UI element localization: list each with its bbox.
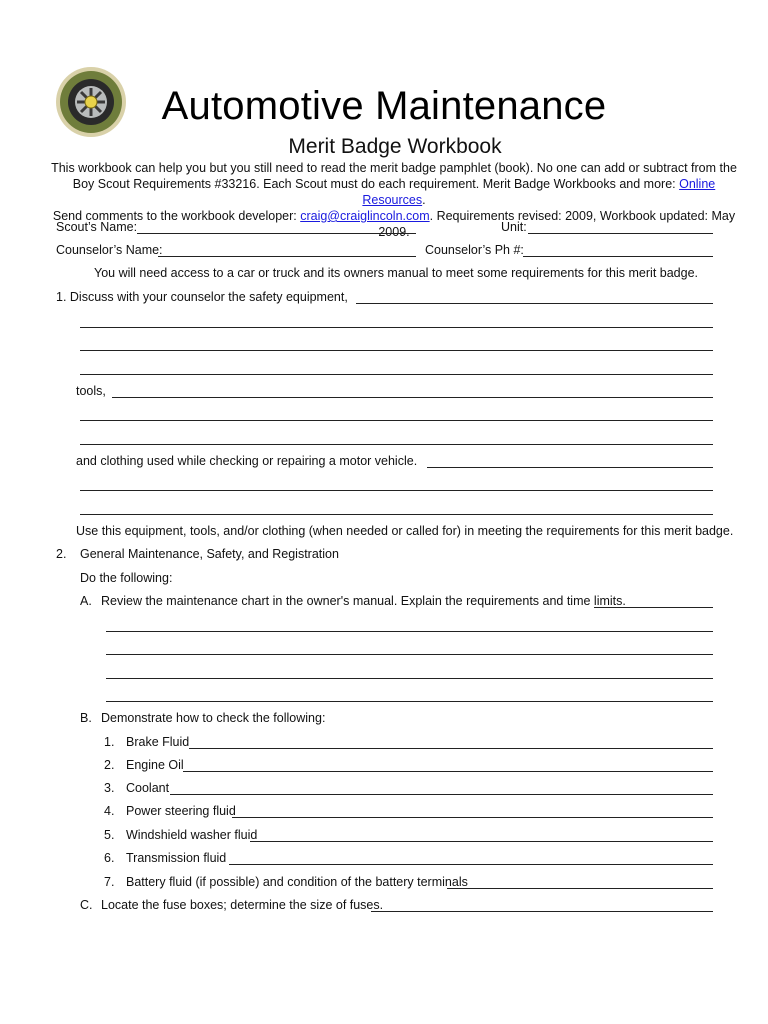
intro-text-1: This workbook can help you but you still need to read the merit badge pamphlet (book). No one can add or subtract from the Boy Scout Requirements #33216. Each Scout must do each requirement. Merit Badge Workbooks and more: [51, 161, 737, 191]
developer-email-link[interactable]: craig@craiglincoln.com [300, 209, 430, 223]
counselor-phone-field[interactable] [523, 256, 713, 257]
answer-line[interactable] [170, 794, 713, 795]
intro-text-3: Send comments to the workbook developer: [52, 209, 301, 223]
req1-use-note: Use this equipment, tools, and/or clothing (when needed or called for) in meeting the requirements for this merit badge. [76, 524, 734, 538]
answer-line[interactable] [447, 888, 713, 889]
answer-line[interactable] [232, 817, 713, 818]
answer-line[interactable] [80, 444, 713, 445]
answer-line[interactable] [371, 911, 713, 912]
answer-line[interactable] [80, 327, 713, 328]
check-item-label: Engine Oil [126, 758, 184, 772]
answer-line[interactable] [80, 374, 713, 375]
req2-do: Do the following: [80, 571, 173, 585]
unit-label: Unit: [501, 220, 527, 234]
check-item-number: 6. [104, 851, 115, 865]
req2b-text: Demonstrate how to check the following: [101, 711, 326, 725]
answer-line[interactable] [80, 420, 713, 421]
req2-number: 2. [56, 547, 67, 561]
page-title: Automotive Maintenance [161, 84, 607, 128]
req2c-text: Locate the fuse boxes; determine the size of fuses. [101, 898, 384, 912]
online-resources-link[interactable]: Online Resources [362, 177, 716, 207]
check-item-label: Windshield washer fluid [126, 828, 258, 842]
check-item-number: 1. [104, 735, 115, 749]
answer-line[interactable] [594, 607, 713, 608]
answer-line[interactable] [80, 514, 713, 515]
page-subtitle: Merit Badge Workbook [288, 135, 502, 158]
scout-name-label: Scout’s Name: [56, 220, 138, 234]
unit-field[interactable] [528, 233, 713, 234]
scout-name-field[interactable] [137, 233, 416, 234]
answer-line[interactable] [80, 350, 713, 351]
req2b-letter: B. [80, 711, 92, 725]
req2-title: General Maintenance, Safety, and Registration [80, 547, 339, 561]
req1-clothing: and clothing used while checking or repairing a motor vehicle. [76, 454, 418, 468]
check-item-number: 4. [104, 804, 115, 818]
req2a-text: Review the maintenance chart in the owner's manual. Explain the requirements and time limits. [101, 594, 626, 608]
answer-line[interactable] [229, 864, 713, 865]
answer-line[interactable] [106, 654, 713, 655]
check-item-label: Transmission fluid [126, 851, 227, 865]
intro-text-4: . Requirements revised: 2009, Workbook updated: May 2009. [378, 209, 736, 239]
req2c-letter: C. [80, 898, 93, 912]
notice-text: You will need access to a car or truck and its owners manual to meet some requirements for this merit badge. [94, 266, 698, 280]
answer-line[interactable] [250, 841, 713, 842]
req1-lead: 1. Discuss with your counselor the safety equipment, [56, 290, 348, 304]
check-item-number: 7. [104, 875, 115, 889]
counselor-name-label: Counselor’s Name: [56, 243, 163, 257]
answer-line[interactable] [189, 748, 713, 749]
check-item-number: 5. [104, 828, 115, 842]
answer-line[interactable] [80, 490, 713, 491]
check-item-label: Brake Fluid [126, 735, 190, 749]
check-item-label: Battery fluid (if possible) and condition of the battery terminals [126, 875, 468, 889]
req1-tools: tools, [76, 384, 106, 398]
intro-paragraph [40, 160, 748, 240]
intro-text-2: . [422, 193, 426, 207]
req2a-letter: A. [80, 594, 92, 608]
answer-line[interactable] [106, 701, 713, 702]
answer-line[interactable] [106, 678, 713, 679]
counselor-phone-label: Counselor’s Ph #: [425, 243, 524, 257]
answer-line[interactable] [106, 631, 713, 632]
check-item-label: Power steering fluid [126, 804, 236, 818]
answer-line[interactable] [183, 771, 713, 772]
answer-line[interactable] [427, 467, 713, 468]
check-item-number: 3. [104, 781, 115, 795]
answer-line[interactable] [112, 397, 713, 398]
check-item-number: 2. [104, 758, 115, 772]
answer-line[interactable] [356, 303, 713, 304]
check-item-label: Coolant [126, 781, 170, 795]
counselor-name-field[interactable] [158, 256, 416, 257]
